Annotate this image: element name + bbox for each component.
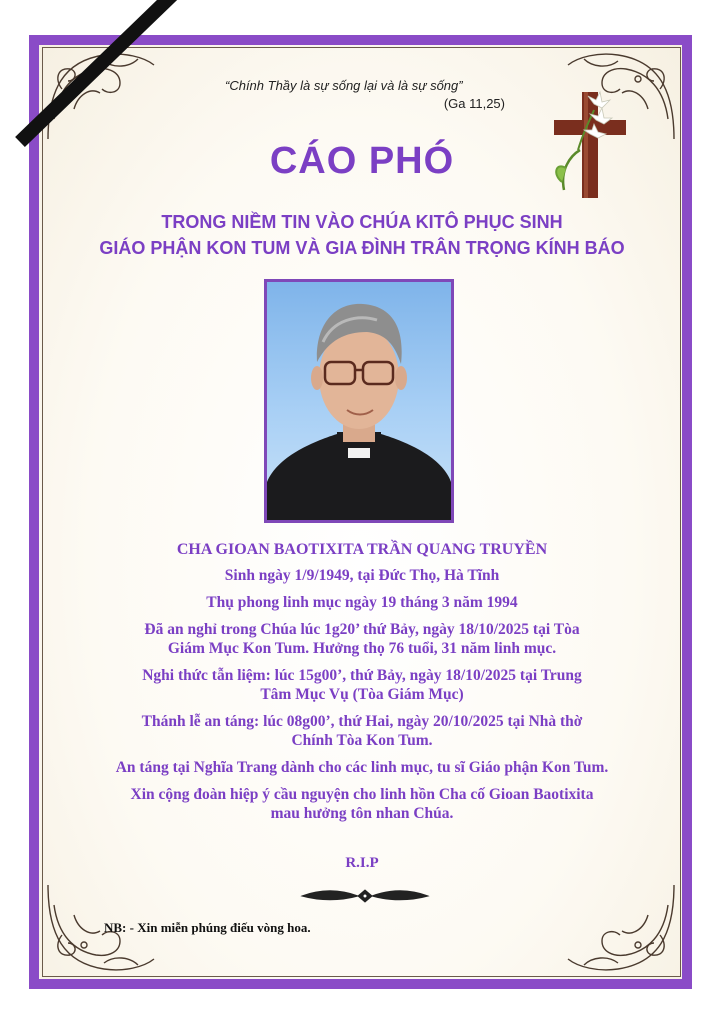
- subtitle-line-1: TRONG NIỀM TIN VÀO CHÚA KITÔ PHỤC SINH: [161, 212, 563, 232]
- corner-ornament-bottom-right: [563, 880, 678, 975]
- funeral-mass-line-1: Thánh lễ an táng: lúc 08g00’, thứ Hai, ngày 20/10/2025 tại Nhà thờ: [141, 713, 583, 730]
- encoffin-info-line-1: Nghi thức tẫn liệm: lúc 15g00’, thứ Bảy, ngày 18/10/2025 tại Trung: [142, 667, 582, 684]
- prayer-request-line-1: Xin cộng đoàn hiệp ý cầu nguyện cho linh hồn Cha cố Gioan Baotixita: [130, 786, 594, 803]
- footnote: NB: - Xin miễn phúng điếu vòng hoa.: [104, 920, 311, 935]
- birth-info: Sinh ngày 1/9/1949, tại Đức Thọ, Hà Tĩnh: [224, 567, 500, 584]
- prayer-request-line-2: mau hưởng tôn nhan Chúa.: [270, 805, 454, 822]
- death-info-line-1: Đã an nghỉ trong Chúa lúc 1g20’ thứ Bảy, ngày 18/10/2025 tại Tòa: [144, 621, 580, 638]
- deceased-name: CHA GIOAN BAOTIXITA TRẦN QUANG TRUYỀN: [176, 541, 548, 558]
- quote-text: “Chính Thầy là sự sống lại và là sự sống”: [225, 78, 463, 93]
- scripture-quote: [225, 78, 505, 111]
- funeral-mass-line-2: Chính Tòa Kon Tum.: [291, 732, 433, 749]
- ordination-info: Thụ phong linh mục ngày 19 tháng 3 năm 1994: [206, 594, 518, 611]
- burial-info: An táng tại Nghĩa Trang dành cho các linh mục, tu sĩ Giáo phận Kon Tum.: [115, 759, 609, 776]
- subtitle-line-2: GIÁO PHẬN KON TUM VÀ GIA ĐÌNH TRÂN TRỌNG KÍNH BÁO: [99, 238, 625, 258]
- encoffin-info-line-2: Tâm Mục Vụ (Tòa Giám Mục): [260, 686, 464, 703]
- page-title: CÁO PHÓ: [269, 140, 455, 182]
- quote-reference: (Ga 11,25): [443, 96, 505, 111]
- death-info-line-2: Giám Mục Kon Tum. Hưởng thọ 76 tuổi, 31 năm linh mục.: [167, 640, 557, 657]
- rip-text: R.I.P: [345, 855, 379, 871]
- portrait-photo: [264, 279, 454, 523]
- flourish-divider-icon: [300, 885, 430, 907]
